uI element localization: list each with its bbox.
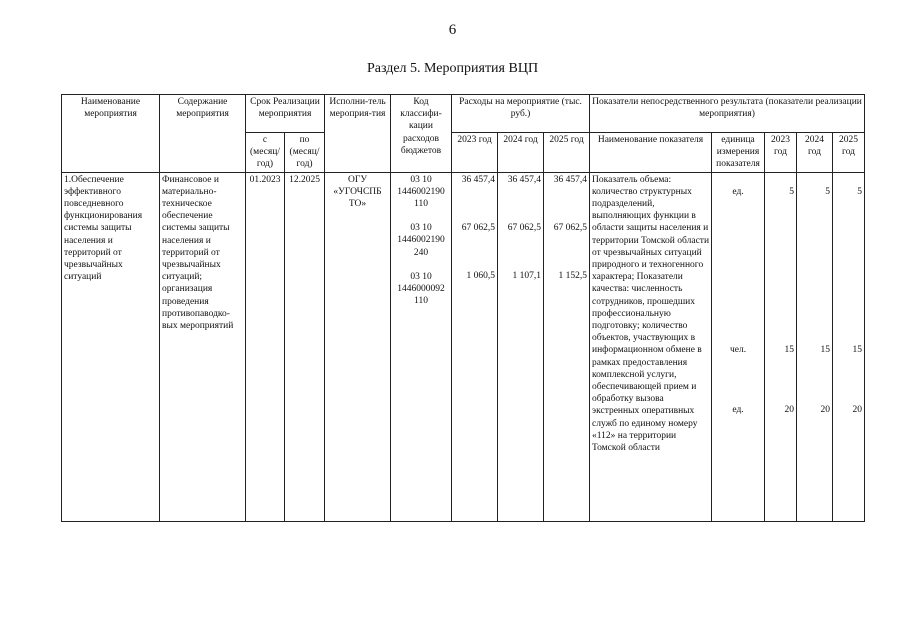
budget-code: 03 10 1446002190 110 [397, 174, 445, 210]
expenses-2023 [452, 172, 498, 521]
header-term-to: по (месяц/ год) [285, 133, 325, 173]
measures-table [61, 94, 865, 522]
indicator-2023 [765, 172, 797, 521]
indicator-value: 15 [820, 344, 831, 355]
expense-value: 36 457,4 [461, 174, 496, 185]
header-expenses: Расходы на мероприятие (тыс. руб.) [452, 95, 590, 133]
header-exp-2025: 2025 год [544, 133, 590, 173]
expenses-2024 [498, 172, 544, 521]
indicator-unit: ед. [732, 405, 744, 416]
header-ind-2024: 2024 год [797, 133, 833, 173]
executor: ОГУ «УГОЧСПБ ТО» [325, 172, 391, 521]
indicator-2024 [797, 172, 833, 521]
header-ind-2025: 2025 год [833, 133, 865, 173]
table-row [62, 172, 865, 521]
indicator-value: 15 [852, 344, 863, 355]
indicator-value: 20 [820, 405, 831, 416]
measure-name: 1.Обеспечение эффективного повседневного функционирования системы защиты населения и территорий от чрезвычайных ситуаций [62, 172, 160, 521]
term-to: 12.2025 [285, 172, 325, 521]
indicator-value: 5 [789, 186, 795, 197]
header-term: Срок Реализации мероприятия [246, 95, 325, 133]
expenses-2025 [544, 172, 590, 521]
header-results: Показатели непосредственного результата (показатели реализации мероприятия) [590, 95, 865, 133]
measure-content: Финансовое и материально-техническое обеспечение системы защиты населения и территорий от чрезвычайных ситуаций; организация проведения противопаводко-вых мероприятий [160, 172, 246, 521]
header-indicator-name: Наименование показателя [590, 133, 712, 173]
budget-code: 03 10 1446000092 110 [397, 271, 445, 307]
indicator-value: 5 [825, 186, 831, 197]
header-name: Наименование мероприятия [62, 95, 160, 173]
header-code: Код классифи-кации расходов бюджетов [391, 95, 452, 173]
expense-value: 36 457,4 [553, 174, 588, 185]
header-term-from: с (месяц/ год) [246, 133, 285, 173]
page-number: 6 [448, 22, 457, 38]
header-exp-2023: 2023 год [452, 133, 498, 173]
expense-value: 67 062,5 [553, 222, 588, 233]
header-executor: Исполни-тель мероприя-тия [325, 95, 391, 173]
header-unit: единица измерения показателя [712, 133, 765, 173]
expense-value: 1 060,5 [466, 271, 496, 282]
indicator-2025 [833, 172, 865, 521]
indicator-unit: чел. [729, 344, 747, 355]
budget-codes [391, 172, 452, 521]
term-from: 01.2023 [246, 172, 285, 521]
header-exp-2024: 2024 год [498, 133, 544, 173]
header-content: Содержание мероприятия [160, 95, 246, 173]
expense-value: 67 062,5 [507, 222, 542, 233]
expense-value: 36 457,4 [507, 174, 542, 185]
indicator-value: 20 [852, 405, 863, 416]
expense-value: 1 107,1 [512, 271, 542, 282]
header-ind-2023: 2023 год [765, 133, 797, 173]
indicator-value: 15 [784, 344, 795, 355]
expense-value: 1 152,5 [558, 271, 588, 282]
indicator-units [712, 172, 765, 521]
section-title: Раздел 5. Мероприятия ВЦП [366, 61, 539, 76]
indicator-unit: ед. [732, 186, 744, 197]
expense-value: 67 062,5 [461, 222, 496, 233]
budget-code: 03 10 1446002190 240 [397, 223, 445, 258]
indicator-value: 5 [857, 186, 863, 197]
indicator-value: 20 [784, 405, 795, 416]
indicators-text: Показатель объема: количество структурных подразделений, выполняющих функции в области защиты населения и территории Томской области от чрезвычайных ситуаций природного и техногенного характера; Показатели качества: численность сотрудников, прошедших профессиональную подготовку; количество объектов, участвующих в информационном обмене в рамках предоставления комплексной услуги, обеспечивающей прием и обработку вызова экстренных оперативных служб по единому номеру «112» на территории Томской области [590, 172, 712, 521]
